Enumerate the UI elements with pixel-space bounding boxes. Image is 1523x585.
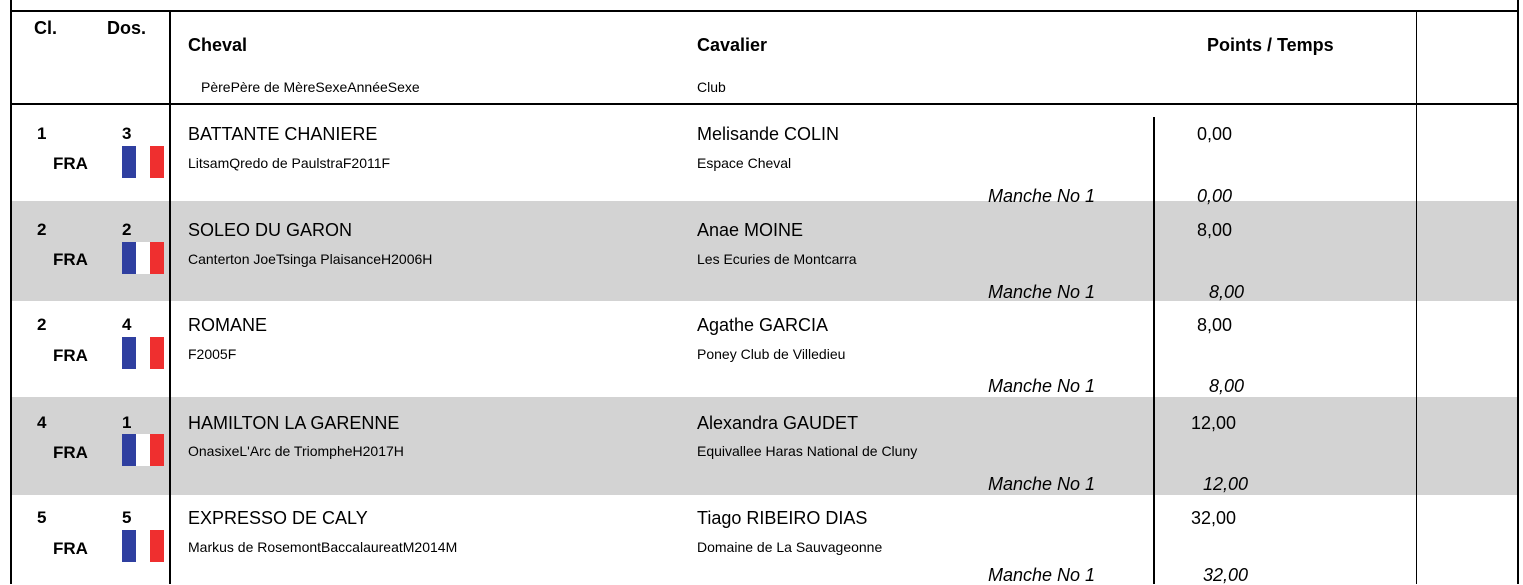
left-border <box>10 0 12 584</box>
rider-club: Equivallee Haras National de Cluny <box>697 443 918 459</box>
rank: 2 <box>37 220 47 239</box>
round-value: 8,00 <box>1209 282 1245 302</box>
horse-details: OnasixeL'Arc de TriompheH2017H <box>188 443 404 459</box>
bib-number: 2 <box>122 220 132 239</box>
header-cl: Cl. <box>34 18 58 38</box>
rider-club: Espace Cheval <box>697 155 792 171</box>
france-flag-icon <box>122 242 164 274</box>
right-border <box>1517 0 1519 584</box>
bib-number: 4 <box>122 315 132 334</box>
rider-name: Alexandra GAUDET <box>697 413 859 433</box>
points: 0,00 <box>1197 124 1233 144</box>
rider-club: Poney Club de Villedieu <box>697 346 846 362</box>
header-cavalier-sub: Club <box>697 79 726 95</box>
round-label: Manche No 1 <box>988 474 1096 494</box>
rank: 1 <box>37 124 47 143</box>
rank: 4 <box>37 413 47 432</box>
nation-code: FRA <box>53 539 88 558</box>
header-cavalier: Cavalier <box>697 35 768 55</box>
france-flag-icon <box>122 530 164 562</box>
rank: 5 <box>37 508 47 527</box>
header-cheval: Cheval <box>188 35 248 55</box>
divider-dos-cheval <box>169 10 171 584</box>
horse-name: BATTANTE CHANIERE <box>188 124 378 144</box>
horse-details: F2005F <box>188 346 237 362</box>
header-dos: Dos. <box>107 18 147 38</box>
horse-details: Markus de RosemontBaccalaureatM2014M <box>188 539 458 555</box>
horse-name: SOLEO DU GARON <box>188 220 353 240</box>
points: 8,00 <box>1197 315 1233 335</box>
round-label: Manche No 1 <box>988 376 1096 396</box>
round-value: 32,00 <box>1203 565 1249 585</box>
header-cheval-sub: PèrePère de MèreSexeAnnéeSexe <box>201 79 420 95</box>
rider-name: Agathe GARCIA <box>697 315 829 335</box>
header-bottom-border <box>10 103 1519 105</box>
nation-code: FRA <box>53 346 88 365</box>
rider-club: Les Ecuries de Montcarra <box>697 251 857 267</box>
france-flag-icon <box>122 337 164 369</box>
horse-name: HAMILTON LA GARENNE <box>188 413 400 433</box>
points: 12,00 <box>1191 413 1237 433</box>
divider-cavalier-points <box>1153 117 1155 584</box>
points: 32,00 <box>1191 508 1237 528</box>
rider-name: Melisande COLIN <box>697 124 840 144</box>
france-flag-icon <box>122 434 164 466</box>
round-label: Manche No 1 <box>988 565 1096 585</box>
bib-number: 3 <box>122 124 132 143</box>
header-points: Points / Temps <box>1207 35 1334 55</box>
rider-name: Anae MOINE <box>697 220 804 240</box>
rank: 2 <box>37 315 47 334</box>
round-label: Manche No 1 <box>988 282 1096 302</box>
horse-name: EXPRESSO DE CALY <box>188 508 368 528</box>
nation-code: FRA <box>53 154 88 173</box>
rider-club: Domaine de La Sauvageonne <box>697 539 883 555</box>
divider-points-end <box>1416 10 1417 584</box>
round-value: 12,00 <box>1203 474 1249 494</box>
nation-code: FRA <box>53 250 88 269</box>
points: 8,00 <box>1197 220 1233 240</box>
rider-name: Tiago RIBEIRO DIAS <box>697 508 868 528</box>
top-border <box>10 10 1519 12</box>
horse-details: LitsamQredo de PaulstraF2011F <box>188 155 391 171</box>
round-value: 0,00 <box>1197 186 1233 206</box>
bib-number: 1 <box>122 413 132 432</box>
france-flag-icon <box>122 146 164 178</box>
round-label: Manche No 1 <box>988 186 1096 206</box>
nation-code: FRA <box>53 443 88 462</box>
round-value: 8,00 <box>1209 376 1245 396</box>
horse-name: ROMANE <box>188 315 268 335</box>
horse-details: Canterton JoeTsinga PlaisanceH2006H <box>188 251 433 267</box>
bib-number: 5 <box>122 508 132 527</box>
